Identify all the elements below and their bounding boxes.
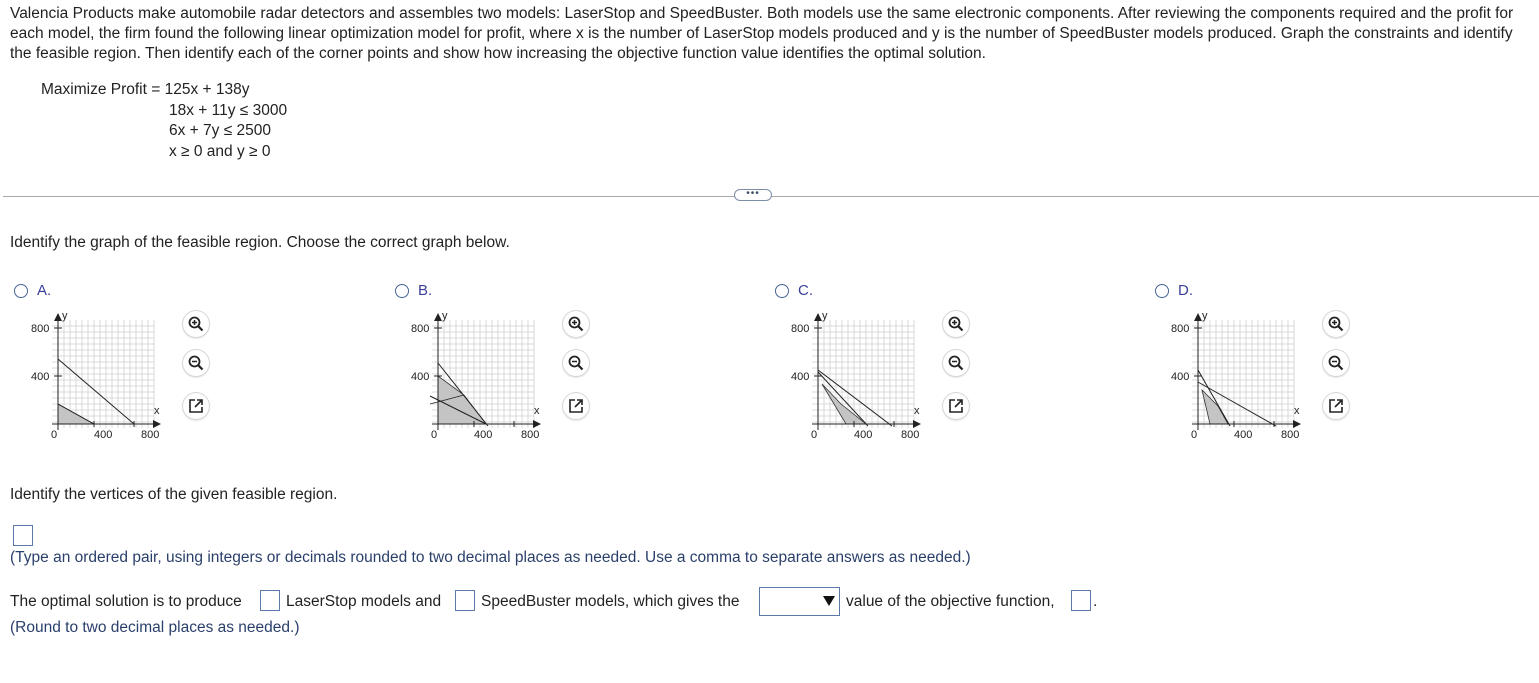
x-tick-800: 800 — [521, 429, 540, 441]
choice-b-label: B. — [418, 282, 433, 299]
choice-a-label: A. — [37, 282, 52, 299]
vertices-input[interactable] — [13, 525, 33, 546]
graph-a-popout-button[interactable] — [183, 393, 209, 419]
graph-d-popout-button[interactable] — [1323, 393, 1349, 419]
choice-c-radio[interactable] — [775, 284, 789, 298]
zoom-in-icon — [1327, 315, 1345, 333]
x-tick-0: 0 — [51, 429, 58, 441]
dropdown-arrow-icon — [822, 595, 836, 607]
x-tick-0: 0 — [811, 429, 818, 441]
y-axis-label: y — [1202, 310, 1208, 322]
popout-icon — [947, 397, 965, 415]
y-tick-400: 400 — [791, 371, 810, 383]
y-tick-400: 400 — [31, 371, 50, 383]
y-tick-800: 800 — [1171, 323, 1190, 335]
zoom-out-icon — [947, 354, 965, 372]
objective-type-select[interactable] — [759, 587, 840, 616]
y-axis-arrow — [54, 313, 62, 321]
graph-c-zoom-out-button[interactable] — [943, 350, 969, 376]
laserstop-quantity-input[interactable] — [260, 590, 280, 611]
x-axis-label: x — [154, 405, 160, 417]
feasible-region — [1202, 390, 1228, 424]
choice-a-radio[interactable] — [14, 284, 28, 298]
x-tick-0: 0 — [1191, 429, 1198, 441]
y-axis-arrow — [434, 313, 442, 321]
speedbuster-quantity-input[interactable] — [455, 590, 475, 611]
popout-icon — [187, 397, 205, 415]
graph-c[interactable] — [788, 308, 938, 453]
x-tick-400: 400 — [854, 429, 873, 441]
x-axis-arrow — [533, 420, 541, 428]
y-tick-800: 800 — [791, 323, 810, 335]
choice-d-radio[interactable] — [1155, 284, 1169, 298]
graph-d-zoom-out-button[interactable] — [1323, 350, 1349, 376]
x-tick-800: 800 — [901, 429, 920, 441]
x-axis-arrow — [153, 420, 161, 428]
x-axis-arrow — [1293, 420, 1301, 428]
graph-a-zoom-out-button[interactable] — [183, 350, 209, 376]
graph-b-zoom-out-button[interactable] — [563, 350, 589, 376]
expand-more-button[interactable]: ••• — [734, 189, 772, 201]
zoom-in-icon — [947, 315, 965, 333]
y-axis-label: y — [442, 310, 448, 322]
rounding-instructions: (Round to two decimal places as needed.) — [10, 619, 300, 636]
vertices-instructions: (Type an ordered pair, using integers or decimals rounded to two decimal places as needed. Use a comma to separate answers as needed.) — [10, 549, 971, 566]
x-tick-400: 400 — [474, 429, 493, 441]
x-axis-arrow — [913, 420, 921, 428]
x-tick-0: 0 — [431, 429, 438, 441]
choice-b-radio[interactable] — [395, 284, 409, 298]
y-axis-arrow — [814, 313, 822, 321]
x-axis-label: x — [534, 405, 540, 417]
graph-b-zoom-in-button[interactable] — [563, 311, 589, 337]
x-tick-400: 400 — [94, 429, 113, 441]
objective-function: Maximize Profit = 125x + 138y — [41, 81, 250, 98]
graph-a-zoom-in-button[interactable] — [183, 311, 209, 337]
x-tick-800: 800 — [141, 429, 160, 441]
optimal-period: . — [1093, 593, 1098, 610]
y-axis-label: y — [62, 310, 68, 322]
choice-c-label: C. — [798, 282, 813, 299]
y-tick-800: 800 — [411, 323, 430, 335]
y-tick-800: 800 — [31, 323, 50, 335]
popout-icon — [1327, 397, 1345, 415]
constraint-2: 6x + 7y ≤ 2500 — [169, 122, 272, 139]
graph-c-popout-button[interactable] — [943, 393, 969, 419]
x-axis-label: x — [914, 405, 920, 417]
constraint-1: 18x + 11y ≤ 3000 — [169, 102, 288, 119]
y-tick-400: 400 — [1171, 371, 1190, 383]
zoom-out-icon — [187, 354, 205, 372]
y-tick-400: 400 — [411, 371, 430, 383]
x-tick-400: 400 — [1234, 429, 1253, 441]
graph-b[interactable] — [408, 308, 558, 453]
choice-d-label: D. — [1178, 282, 1193, 299]
grid-lines — [812, 320, 914, 428]
zoom-in-icon — [567, 315, 585, 333]
zoom-out-icon — [567, 354, 585, 372]
graph-d[interactable] — [1168, 308, 1318, 453]
graph-a[interactable] — [28, 308, 178, 453]
question-1-prompt: Identify the graph of the feasible region. Choose the correct graph below. — [10, 234, 510, 251]
constraint-3: x ≥ 0 and y ≥ 0 — [169, 143, 271, 160]
optimal-text-3: SpeedBuster models, which gives the — [481, 593, 740, 610]
x-tick-800: 800 — [1281, 429, 1300, 441]
graph-d-zoom-in-button[interactable] — [1323, 311, 1349, 337]
problem-statement: Valencia Products make automobile radar detectors and assembles two models: LaserStop and SpeedBuster. Both models use the same electronic components. After reviewing the components required and the profit for each model, the firm found the following linear optimization model for profit, where x is the number of LaserStop models produced and y is the number of SpeedBuster models produced. Graph the constraints and identify the feasible region. Then identify each of the corner points and show how increasing the objective function value identifies the optimal solution. — [10, 5, 1514, 62]
popout-icon — [567, 397, 585, 415]
x-axis-label: x — [1294, 405, 1300, 417]
y-axis-arrow — [1194, 313, 1202, 321]
optimal-text-1: The optimal solution is to produce — [10, 593, 242, 610]
optimal-text-4: value of the objective function, — [846, 593, 1055, 610]
zoom-in-icon — [187, 315, 205, 333]
objective-value-input[interactable] — [1071, 590, 1091, 611]
optimal-text-2: LaserStop models and — [286, 593, 442, 610]
graph-c-zoom-in-button[interactable] — [943, 311, 969, 337]
question-2-prompt: Identify the vertices of the given feasible region. — [10, 486, 338, 503]
y-axis-label: y — [822, 310, 828, 322]
zoom-out-icon — [1327, 354, 1345, 372]
graph-b-popout-button[interactable] — [563, 393, 589, 419]
